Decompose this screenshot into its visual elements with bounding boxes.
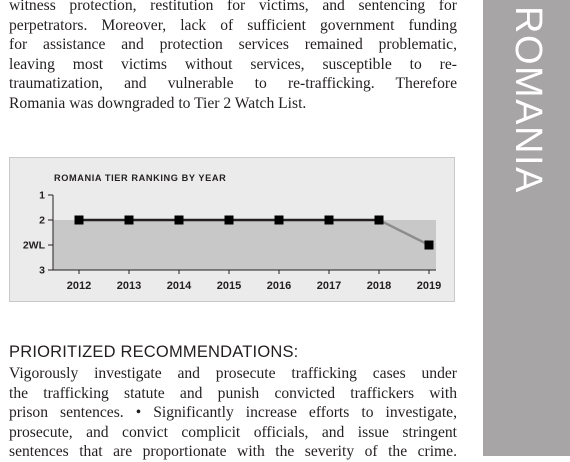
chart-data-point <box>425 241 434 250</box>
chart-x-tick-label: 2013 <box>116 280 142 292</box>
body-line: witness protection, restitution for victims, and sentencing for <box>9 0 457 14</box>
chart-y-tick-label: 3 <box>39 264 45 277</box>
chart-x-tick-label: 2016 <box>266 280 292 292</box>
body-line: leaving most victims without services, susceptible to re- <box>9 55 457 73</box>
chart-y-tick-label: 1 <box>39 189 45 202</box>
chart-x-tick-label: 2018 <box>366 280 392 292</box>
chart-x-tick-label: 2012 <box>66 280 92 292</box>
chart-data-point <box>275 216 284 225</box>
recommendation-line: prosecute, and convict complicit officials, and issue stringent <box>9 423 457 441</box>
section-heading: PRIORITIZED RECOMMENDATIONS: <box>9 343 299 361</box>
country-name: ROMANIA <box>507 6 549 194</box>
chart-data-point <box>225 216 234 225</box>
body-line: traumatization, and vulnerable to re-trafficking. Therefore <box>9 75 457 92</box>
chart-x-tick-label: 2017 <box>316 280 342 292</box>
recommendation-line: Vigorously investigate and prosecute trafficking cases under <box>9 365 457 382</box>
recommendation-line: the trafficking statute and punish convicted traffickers with <box>9 384 457 402</box>
chart-y-tick-label: 2WL <box>22 239 45 252</box>
chart-title: ROMANIA TIER RANKING BY YEAR <box>54 173 227 183</box>
chart-x-tick-label: 2019 <box>416 280 442 292</box>
body-line: for assistance and protection services remained problematic, <box>9 36 457 53</box>
chart-y-tick-label: 2 <box>39 214 45 227</box>
chart-tier-band <box>53 220 436 270</box>
chart-data-point <box>175 216 184 225</box>
chart-data-point <box>75 216 84 225</box>
chart-x-tick-label: 2015 <box>216 280 242 292</box>
chart-data-point <box>325 216 334 225</box>
recommendation-line: sentences that are proportionate with the severity of the crime. <box>9 443 457 460</box>
body-line: perpetrators. Moreover, lack of sufficient government funding <box>9 16 457 34</box>
chart-data-point <box>125 216 134 225</box>
chart-data-point <box>375 216 384 225</box>
chart-x-tick-label: 2014 <box>166 280 192 292</box>
recommendation-line: prison sentences. • Significantly increase efforts to investigate, <box>9 404 457 421</box>
recommendations-paragraph <box>9 364 457 462</box>
body-line: Romania was downgraded to Tier 2 Watch List. <box>9 94 307 112</box>
